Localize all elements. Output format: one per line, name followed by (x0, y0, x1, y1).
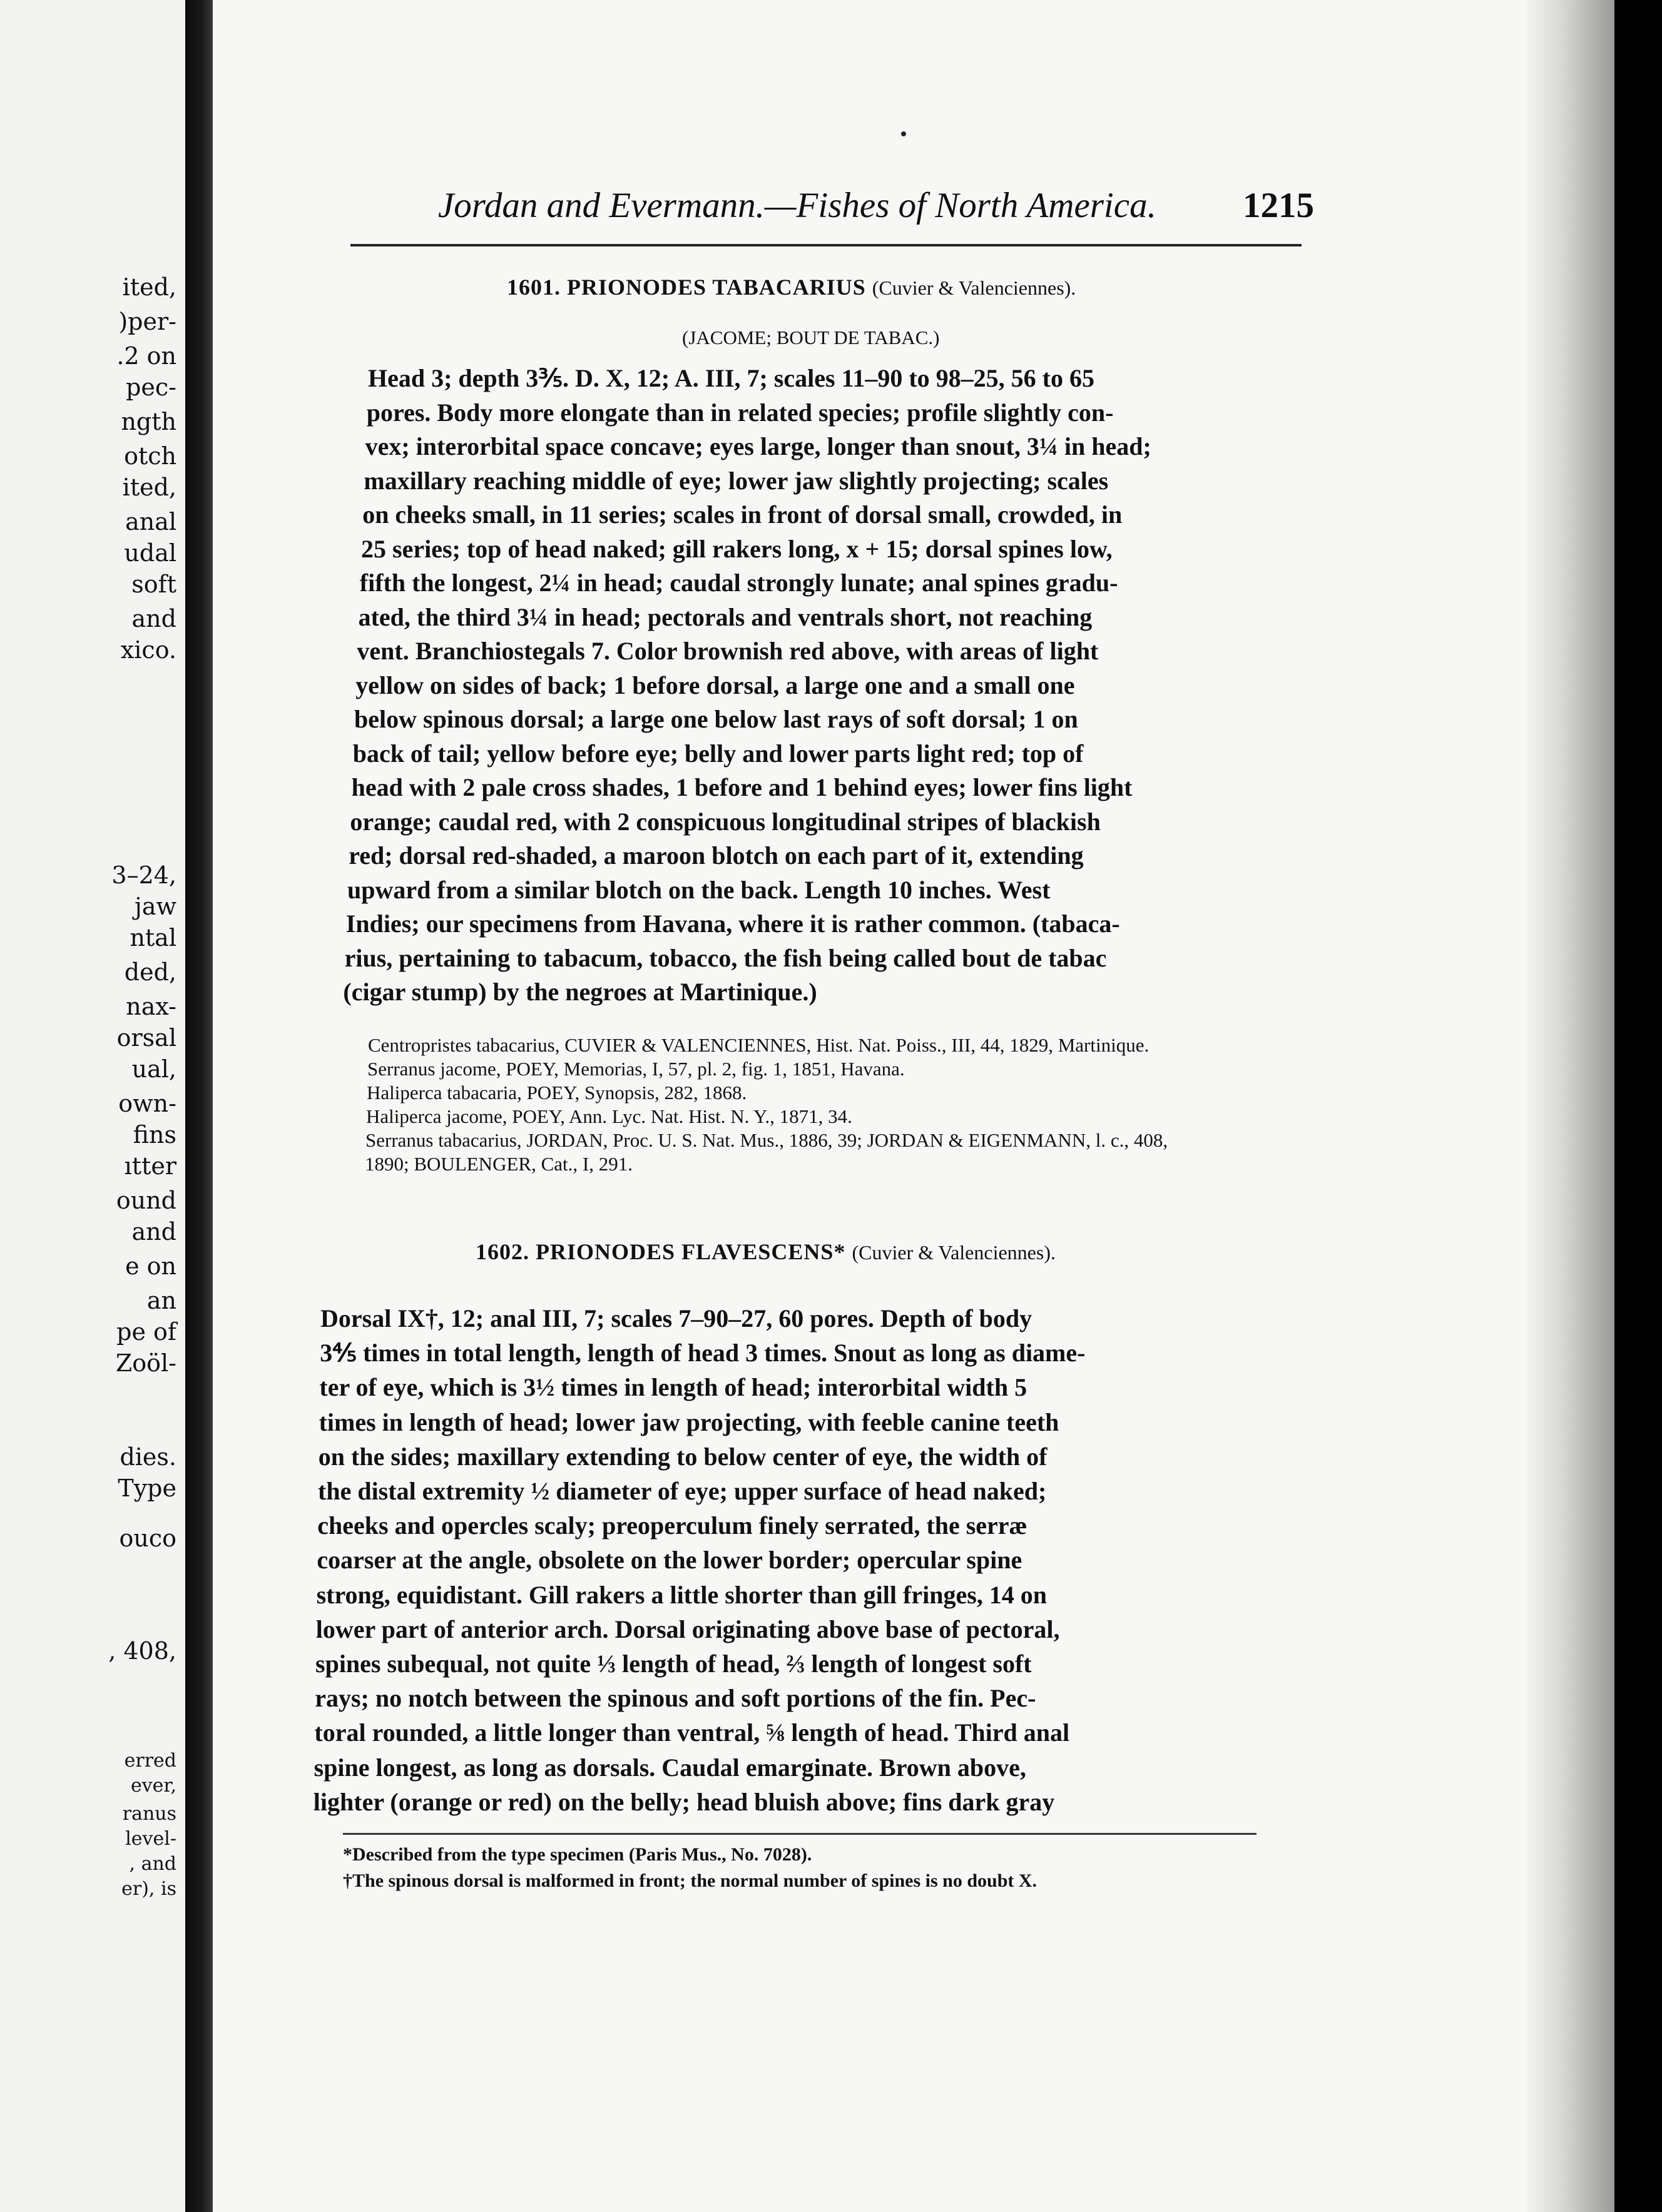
text-line: coarser at the angle, obsolete on the lower border; opercular spine (317, 1546, 1022, 1575)
text-line: head with 2 pale cross shades, 1 before and 1 behind eyes; lower fins light (351, 773, 1133, 801)
text-line: lower part of anterior arch. Dorsal originating above base of pectoral, (315, 1615, 1060, 1643)
footnote-line: †The spinous dorsal is malformed in front; the normal number of spines is no doubt X. (343, 1870, 1037, 1891)
facing-page-fragment: anal (125, 508, 176, 535)
facing-page-fragment: Type (118, 1474, 176, 1502)
text-line: on cheeks small, in 11 series; scales in front of dorsal small, crowded, in (362, 500, 1123, 529)
facing-page-fragment: xico. (120, 636, 176, 664)
facing-page-fragment: ngth (121, 408, 176, 435)
facing-page-fragment: dies. (120, 1443, 176, 1471)
facing-page-fragment: , 408, (108, 1637, 176, 1665)
facing-page-edge (0, 0, 185, 2212)
reference-line: Centropristes tabacarius, CUVIER & VALENCIENNES, Hist. Nat. Poiss., III, 44, 1829, Martinique. (368, 1034, 1150, 1056)
facing-page-fragment: pec- (126, 373, 176, 401)
reference-line: Serranus tabacarius, JORDAN, Proc. U. S. Nat. Mus., 1886, 39; JORDAN & EIGENMANN, l. c., 408, (365, 1129, 1168, 1151)
facing-page-fragment: soft (131, 571, 176, 598)
running-head-title: Jordan and Evermann.—Fishes of North America. (438, 186, 1156, 225)
species-name: 1601. PRIONODES TABACARIUS (507, 275, 866, 300)
facing-page-fragment: udal (124, 539, 176, 567)
species-authority: (Cuvier & Valenciennes). (872, 276, 1076, 299)
reference-line: Serranus jacome, POEY, Memorias, I, 57, pl. 2, fig. 1, 1851, Havana. (367, 1058, 905, 1080)
text-line: ter of eye, which is 3½ times in length of head; interorbital width 5 (319, 1373, 1027, 1402)
text-line: strong, equidistant. Gill rakers a little shorter than gill fringes, 14 on (316, 1580, 1048, 1609)
text-line: Indies; our specimens from Havana, where it is rather common. (tabaca- (345, 910, 1120, 938)
facing-page-fragment: er), is (121, 1878, 176, 1900)
footnote-rule (343, 1833, 1257, 1835)
facing-page-fragment: ited, (122, 273, 176, 301)
text-line: cheeks and opercles scaly; preoperculum finely serrated, the serræ (317, 1511, 1027, 1540)
running-head (438, 185, 1314, 235)
header-rule (350, 244, 1302, 246)
text-line: orange; caudal red, with 2 conspicuous longitudinal stripes of blackish (350, 807, 1101, 836)
reference-line: Haliperca jacome, POEY, Ann. Lyc. Nat. Hist. N. Y., 1871, 34. (366, 1105, 852, 1127)
facing-page-fragment: and (131, 1218, 176, 1246)
text-line: pores. Body more elongate than in related species; profile slightly con- (366, 398, 1114, 427)
text-line: vex; interorbital space concave; eyes large, longer than snout, 3¼ in head; (365, 432, 1151, 460)
facing-page-fragment: e on (125, 1252, 176, 1280)
facing-page-fragment: ouco (119, 1525, 176, 1552)
facing-page-fragment: erred (124, 1750, 176, 1772)
text-line: maxillary reaching middle of eye; lower jaw slightly projecting; scales (364, 466, 1109, 495)
facing-page-fragment: Zoöl- (115, 1349, 176, 1377)
text-line: spines subequal, not quite ⅓ length of head, ⅔ length of longest soft (315, 1650, 1032, 1678)
speck (901, 131, 906, 136)
text-line: upward from a similar blotch on the back. Length 10 inches. West (347, 875, 1051, 904)
facing-page-fragment: nax- (126, 993, 176, 1020)
facing-page-fragment: fins (133, 1121, 176, 1149)
facing-page-fragment: .2 on (116, 342, 176, 370)
reference-line: Haliperca tabacaria, POEY, Synopsis, 282, 1868. (367, 1082, 747, 1103)
facing-page-fragment: pe of (116, 1318, 176, 1346)
text-line: rius, pertaining to tabacum, tobacco, the fish being called bout de tabac (344, 943, 1107, 972)
text-line: lighter (orange or red) on the belly; head bluish above; fins dark gray (313, 1787, 1055, 1816)
facing-page-fragment: orsal (116, 1024, 176, 1052)
facing-page-fragment: level- (125, 1828, 176, 1850)
scan-border (1614, 0, 1662, 2212)
facing-page-fragment: 3–24, (111, 861, 176, 889)
text-line: on the sides; maxillary extending to below center of eye, the width of (318, 1442, 1048, 1471)
page-number: 1215 (1243, 186, 1314, 225)
text-line: the distal extremity ½ diameter of eye; upper surface of head naked; (318, 1477, 1047, 1505)
facing-page-fragment: and (131, 605, 176, 632)
facing-page-fragment: own- (118, 1090, 176, 1117)
text-line: (cigar stump) by the negroes at Martinique.) (343, 978, 817, 1006)
facing-page-fragment: jaw (135, 893, 176, 920)
facing-page-fragment: ited, (122, 474, 176, 501)
species-name: 1602. PRIONODES FLAVESCENS* (476, 1239, 846, 1264)
text-line: below spinous dorsal; a large one below last rays of soft dorsal; 1 on (354, 705, 1078, 733)
facing-page-fragment: ever, (130, 1775, 176, 1797)
facing-page-fragment: an (146, 1287, 176, 1314)
species-authority: (Cuvier & Valenciennes). (852, 1241, 1056, 1264)
species-heading-1601 (507, 274, 1076, 300)
footnote-line: *Described from the type specimen (Paris Mus., No. 7028). (343, 1844, 812, 1865)
book-gutter (185, 0, 213, 2212)
reference-line: 1890; BOULENGER, Cat., I, 291. (365, 1153, 633, 1175)
facing-page-fragment: ded, (124, 958, 176, 986)
text-line: Head 3; depth 3⅗. D. X, 12; A. III, 7; scales 11–90 to 98–25, 56 to 65 (368, 364, 1094, 392)
text-line: times in length of head; lower jaw projecting, with feeble canine teeth (319, 1408, 1059, 1436)
facing-page-fragment: otch (124, 442, 176, 470)
text-line: 25 series; top of head naked; gill rakers long, x + 15; dorsal spines low, (361, 534, 1113, 563)
text-line: toral rounded, a little longer than ventral, ⅝ length of head. Third anal (314, 1718, 1070, 1747)
facing-page-fragment: ual, (131, 1055, 176, 1083)
facing-page-fragment: ranus (122, 1803, 176, 1825)
text-line: 3⅘ times in total length, length of head 3 times. Snout as long as diame- (320, 1339, 1086, 1367)
text-line: ated, the third 3¼ in head; pectorals and ventrals short, not reaching (358, 602, 1093, 631)
text-line: vent. Branchiostegals 7. Color brownish red above, with areas of light (357, 637, 1099, 665)
text-line: fifth the longest, 2¼ in head; caudal strongly lunate; anal spines gradu- (359, 569, 1118, 597)
facing-page-fragment: ntal (130, 924, 176, 951)
text-line: yellow on sides of back; 1 before dorsal, a large one and a small one (355, 671, 1075, 699)
text-line: back of tail; yellow before eye; belly and lower parts light red; top of (352, 739, 1084, 768)
facing-page-fragment: ound (116, 1187, 176, 1214)
text-line: Dorsal IX†, 12; anal III, 7; scales 7–90–27, 60 pores. Depth of body (320, 1304, 1032, 1332)
facing-page-fragment: ıtter (124, 1152, 176, 1180)
species-heading-1602 (476, 1239, 1056, 1265)
text-line: red; dorsal red-shaded, a maroon blotch on each part of it, extending (349, 841, 1084, 870)
text-line: rays; no notch between the spinous and soft portions of the fin. Pec- (315, 1684, 1036, 1713)
facing-page-fragment: )per- (118, 308, 176, 335)
facing-page-fragment: , and (129, 1853, 176, 1875)
common-names: (JACOME; BOUT DE TABAC.) (682, 327, 940, 348)
text-line: spine longest, as long as dorsals. Caudal emarginate. Brown above, (314, 1753, 1026, 1782)
page-edge-shadow (1527, 0, 1614, 2212)
